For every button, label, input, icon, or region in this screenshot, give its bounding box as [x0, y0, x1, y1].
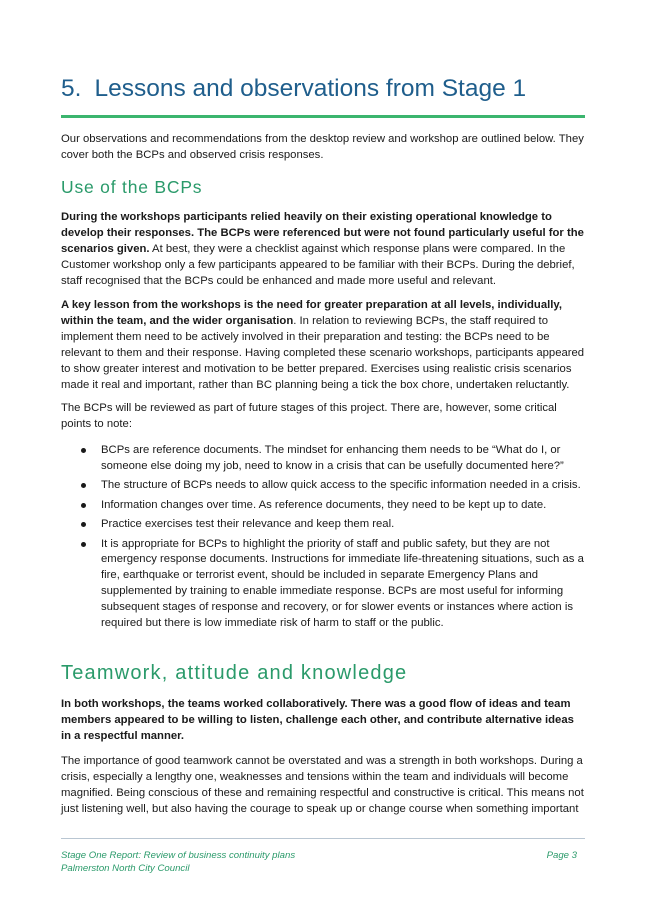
bullet-icon	[81, 542, 86, 547]
paragraph-body: . In relation to reviewing BCPs, the staff required to implement them need to be actively involved in their preparation and testing: the BCPs need to be relevant to them and their response. Having completed these scenario workshops, participants appeared to show greater interest and motivation to be better prepared. Exercises using realistic crisis scenarios made it real and important, rather than BC planning being a tick the box chore, undertaken reluctantly.	[61, 314, 585, 391]
footer-rule	[61, 838, 585, 839]
critical-points-list	[61, 443, 586, 635]
list-item-text: It is appropriate for BCPs to highlight the priority of staff and public safety, but they are not emergency response documents. Instructions for immediate life-threatening situations, such as a fire, earthquake or terrorist event, should be included in separate Emergency Plans and supplemented by training to enable immediate response. BCPs are most useful for informing subsequent stages of response and recovery, or for slower events or instances where action is required but there is low immediate risk of harm to staff or the public.	[101, 537, 584, 630]
list-item	[61, 478, 586, 494]
footer-organisation: Palmerston North City Council	[61, 863, 190, 874]
paragraph-workshops-reliance	[61, 210, 586, 290]
subheading-use-of-bcps: Use of the BCPs	[61, 177, 203, 197]
list-item-text: BCPs are reference documents. The mindset for enhancing them needs to be “What do I, or someone else doing my job, need to know in a crisis that can be usefully documented here?”	[101, 444, 564, 472]
paragraph-key-lesson	[61, 298, 586, 393]
list-item-text: Practice exercises test their relevance and keep them real.	[101, 518, 395, 531]
list-item-text: The structure of BCPs needs to allow quick access to the specific information needed in a crisis.	[101, 479, 581, 492]
paragraph-teamwork-bold	[61, 697, 586, 745]
footer	[61, 849, 586, 875]
page-number: Page 3	[546, 850, 577, 861]
section-number: 5.	[61, 75, 82, 102]
list-item	[61, 498, 586, 514]
list-item	[61, 443, 586, 475]
bullet-icon	[81, 483, 86, 488]
list-item-text: Information changes over time. As reference documents, they need to be kept up to date.	[101, 498, 547, 511]
paragraph-bold-lead: A key lesson from the workshops is the need for greater preparation at all levels, individually, within the team, and the wider organisation	[61, 299, 562, 327]
intro-paragraph: Our observations and recommendations from the desktop review and workshop are outlined below. They cover both the BCPs and observed crisis responses.	[61, 133, 584, 161]
footer-report-title: Stage One Report: Review of business continuity plans	[61, 850, 296, 861]
section-title: Lessons and observations from Stage 1	[94, 75, 527, 102]
bullet-icon	[81, 448, 86, 453]
paragraph-teamwork-body: The importance of good teamwork cannot be overstated and was a strength in both workshops. During a crisis, especially a lengthy one, weaknesses and tensions within the team and individuals will become magnified. Being conscious of these and remaining respectful and constructive is critical. This means not just listening well, but also having the courage to speak up or change course when something important	[61, 755, 584, 815]
paragraph-bold-lead: During the workshops participants relied heavily on their existing operational knowledge to develop their responses. The BCPs were referenced but were not found particularly useful for the scenarios given.	[61, 211, 584, 255]
list-item	[61, 537, 586, 632]
list-item	[61, 517, 586, 533]
paragraph-critical-points: The BCPs will be reviewed as part of future stages of this project. There are, however, some critical points to note:	[61, 402, 557, 430]
bullet-icon	[81, 522, 86, 527]
paragraph-bold-lead: In both workshops, the teams worked collaboratively. There was a good flow of ideas and team members appeared to be willing to listen, challenge each other, and contribute alternative ideas in a respectful manner.	[61, 698, 574, 742]
title-underline	[61, 115, 585, 118]
paragraph-body: At best, they were a checklist against which response plans were compared. In the Customer workshop only a few participants appeared to be familiar with their BCPs. During the debrief, staff recognised that the BCPs could be enhanced and made more useful and relevant.	[61, 242, 575, 287]
bullet-icon	[81, 503, 86, 508]
page-title	[61, 75, 586, 103]
subheading-teamwork: Teamwork, attitude and knowledge	[61, 662, 408, 684]
